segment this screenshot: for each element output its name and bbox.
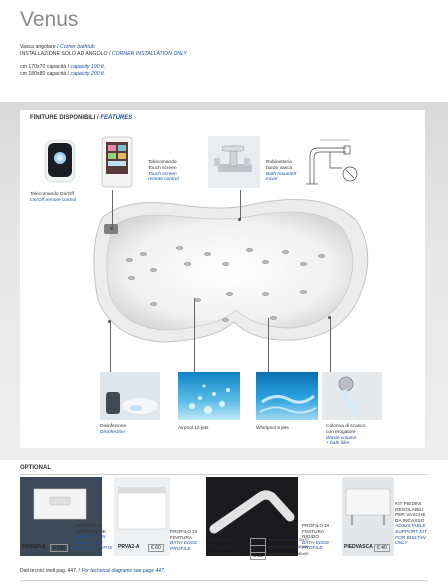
touch-remote-caption: Telecomando Touch screen Touch screen remote control	[148, 160, 179, 183]
disinfection-image	[100, 372, 160, 420]
subtitle-capacity-1: cm 170x70 capacità / capacity 190 lt.	[20, 64, 106, 70]
jet	[246, 248, 253, 252]
leader-disinfection	[110, 322, 111, 372]
leader-waste	[330, 318, 331, 372]
jet	[126, 258, 133, 262]
optional-price: € 60	[148, 544, 164, 552]
technical-diagrams-note: Dati tecnici vedi pag. 447. / For technical diagrams see page 447.	[20, 568, 166, 574]
features-title: FINITURE DISPONIBILI / FEATURES	[30, 115, 133, 121]
waste-column-caption: Colonna di scarico con erogatore Waste column + bath filler	[326, 424, 366, 447]
optional-divider	[20, 474, 428, 475]
optional-code: PIEDVASCA	[344, 544, 373, 550]
remote-onoff-caption: Telecomando On/Off On/Off remote control	[30, 192, 77, 203]
remote-onoff-image	[40, 136, 80, 186]
leader-whirlpool	[268, 318, 269, 372]
whirlpool-caption: Whirlpool 6 jets	[256, 426, 289, 431]
optional-code: PRVA2-A	[118, 544, 140, 550]
jet	[150, 302, 157, 306]
subtitle-capacity-2: cm 180x80 capacità / capacity 200 lt.	[20, 71, 106, 77]
mixer-caption: Rubinetteria bordo vasca Bath-mounted mixer	[266, 160, 297, 183]
jet	[150, 268, 157, 272]
mixer-drawing	[300, 134, 364, 192]
whirlpool-image	[256, 372, 318, 420]
disinfection-caption: Disinfezione Disinfection	[100, 424, 127, 435]
footer-divider	[20, 580, 428, 581]
jet	[222, 318, 229, 322]
mixer-image	[208, 136, 260, 188]
profile-row-code: PRV18585-30	[208, 545, 240, 551]
jet	[262, 260, 269, 264]
airpool-image	[178, 372, 240, 420]
jet	[140, 252, 147, 256]
jet	[270, 316, 277, 320]
optional-desc: KIT PIEDINI REGOLABILI PER VASCHE DA INCASSO ADJUSTABLE SUPPORT KIT FOR BUILT-IN ONLY	[395, 502, 427, 547]
optional-desc: PROFILO DI FINITURA RIGIDO BATH EDGE PROFILE	[302, 524, 330, 552]
optional-desc: PROFILO DI FINITURA BATH EDGE PROFILE	[170, 530, 198, 552]
page-title: Venus	[20, 8, 79, 31]
optional-price: € 40	[374, 544, 390, 552]
jet	[300, 262, 307, 266]
jet	[282, 250, 289, 254]
profile-row-price: € 70	[250, 545, 266, 553]
jet	[204, 252, 211, 256]
leader-touch	[112, 190, 113, 228]
profile-row-price: € 55	[250, 538, 266, 546]
jet	[318, 254, 325, 258]
jet	[194, 298, 201, 302]
profile-row-note: installazione cm 180x80	[268, 552, 309, 556]
bathtub-image	[84, 190, 376, 352]
profile-row-note: installazione cm 180x80	[268, 545, 309, 549]
subtitle-installation: INSTALLAZIONE SOLO AD ANGOLO / CORNER INSTALLATION ONLY	[20, 51, 188, 57]
jet	[128, 276, 135, 280]
jet	[300, 290, 307, 294]
subtitle-type: Vasca angolare / Corner bathtub	[20, 44, 95, 50]
leader-airpool	[194, 298, 195, 372]
waste-column-image	[322, 372, 382, 420]
profile-row-note: installazione cm 170x70	[268, 538, 309, 542]
leader-mixer	[240, 190, 241, 220]
profile-row-code: PRV185-30	[208, 538, 234, 544]
airpool-caption: Airpool 12 jets	[178, 426, 209, 431]
profile-row-code: PRV818585-30	[208, 552, 243, 558]
optional-code: PANISP-A	[22, 544, 46, 550]
jet	[222, 262, 229, 266]
optional-title: OPTIONAL	[20, 465, 51, 471]
jet	[176, 246, 183, 250]
touch-remote-image	[94, 136, 144, 188]
jet	[184, 262, 191, 266]
optional-price: € 110	[50, 544, 68, 552]
jet	[262, 292, 269, 296]
jet	[226, 292, 233, 296]
profile-row-price: € 65	[250, 552, 266, 560]
optional-desc: PANNELLO D'ISPEZIONE INSPECTION PANEL FOR BUILT-IN BATHS	[76, 524, 113, 552]
